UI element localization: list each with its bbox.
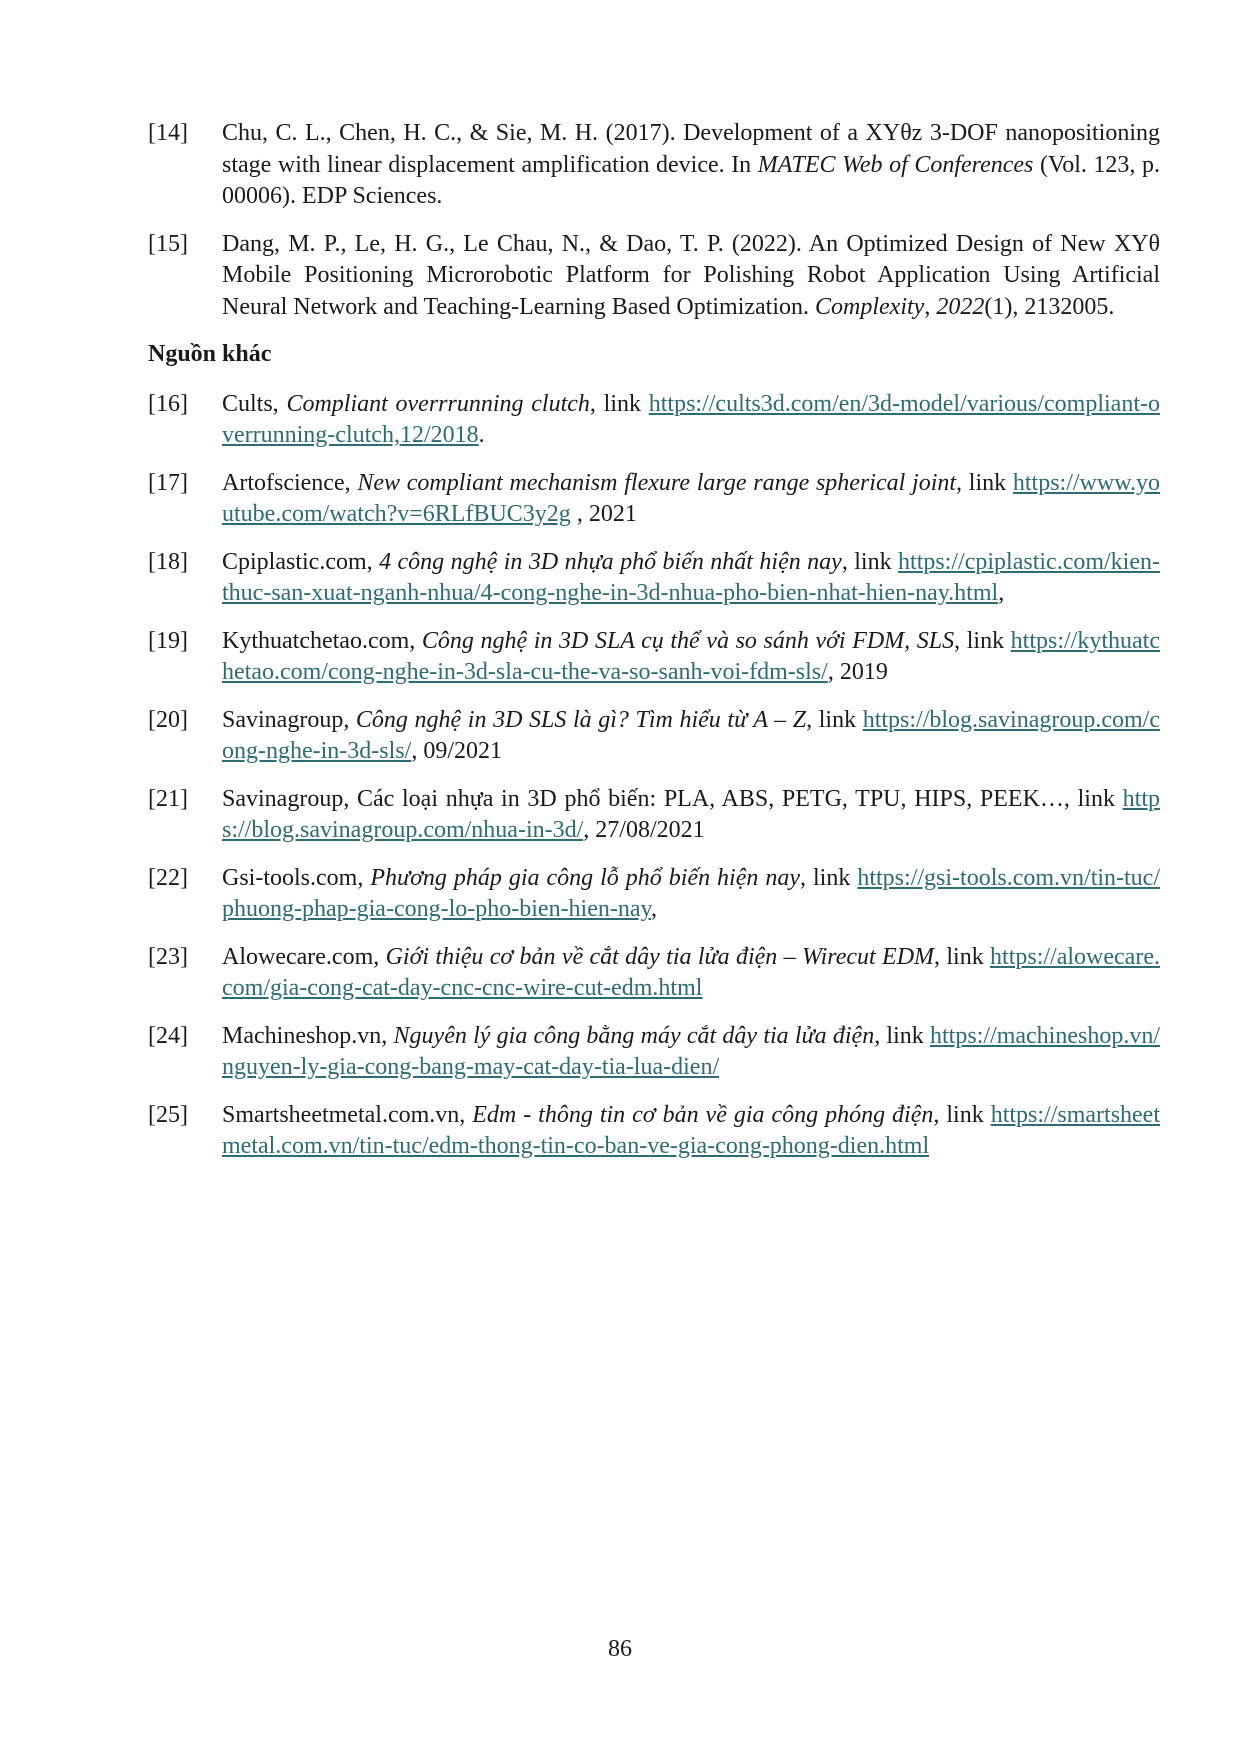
reference-number: [25] — [148, 1101, 188, 1128]
section-heading: Nguồn khác — [148, 341, 272, 367]
reference-title: Phương pháp gia công lỗ phổ biến hiện nay — [370, 864, 801, 891]
reference-16 — [148, 389, 1160, 452]
reference-21 — [148, 784, 1160, 847]
link-label: , link — [933, 1101, 991, 1128]
link-label: link — [962, 469, 1013, 496]
reference-18 — [148, 547, 1160, 610]
link-label: link — [1077, 785, 1123, 812]
reference-title: 4 công nghệ in 3D nhựa phổ biến nhất hiện nay — [379, 548, 842, 575]
reference-authors: Chu, C. L., Chen, H. C., & Sie, M. H. (2017). Development of a XYθz 3-DOF nanopositioning stage with linear displacement amplification device. In — [222, 120, 1160, 178]
reference-24 — [148, 1021, 1160, 1084]
reference-link[interactable]: https://alowecare.com/gia-cong-cat-day-cnc-cnc-wire-cut-edm.html — [222, 943, 1160, 1001]
reference-tail: , 27/08/2021 — [583, 817, 705, 843]
reference-text — [222, 468, 1160, 531]
reference-source: Cpiplastic.com, — [222, 548, 380, 575]
reference-22 — [148, 863, 1160, 926]
link-label: , link — [934, 943, 991, 970]
reference-authors: Dang, M. P., Le, H. G., Le Chau, N., & Dao, T. P. (2022). An Optimized Design of New XYθ Mobile Positioning Microrobotic Platform for Polishing Robot Application Using Artificial Neural Network and Teaching-Learning Based Optimization. — [222, 230, 1160, 320]
reference-source: Cults, — [222, 390, 287, 417]
reference-text — [222, 784, 1160, 847]
reference-text — [222, 118, 1160, 213]
reference-details: (1), 2132005. — [984, 293, 1115, 320]
reference-link[interactable]: https://gsi-tools.com.vn/tin-tuc/phuong-phap-gia-cong-lo-pho-bien-hien-nay — [222, 864, 1161, 922]
reference-link[interactable]: https://blog.savinagroup.com/nhua-in-3d/ — [222, 785, 1160, 843]
reference-number: [14] — [148, 120, 188, 146]
page-number: 86 — [608, 1636, 632, 1662]
reference-number: [15] — [148, 230, 188, 257]
link-label: , link — [806, 706, 863, 733]
reference-title: Compliant overrrunning clutch — [286, 390, 590, 417]
reference-23 — [148, 942, 1160, 1005]
reference-text — [222, 389, 1160, 452]
reference-number: [21] — [148, 785, 188, 812]
reference-journal: MATEC Web of Conferences — [757, 151, 1034, 178]
reference-text — [222, 1100, 1160, 1163]
reference-number: [17] — [148, 469, 188, 496]
link-label: , link — [589, 390, 649, 417]
reference-source: Savinagroup, Các loại nhựa in 3D phổ biến: PLA, ABS, PETG, TPU, HIPS, PEEK…, — [222, 785, 1078, 812]
reference-title: Giới thiệu cơ bản về cắt dây tia lửa điện – Wirecut EDM — [385, 943, 935, 970]
reference-title: New compliant mechanism flexure large range spherical joint, — [357, 469, 963, 496]
reference-tail: , 09/2021 — [411, 738, 502, 764]
reference-link[interactable]: https://cpiplastic.com/kien-thuc-san-xuat-nganh-nhua/4-cong-nghe-in-3d-nhua-pho-bien-nhat-hien-nay.html — [222, 548, 1160, 606]
reference-19 — [148, 626, 1160, 689]
reference-source: Kythuatchetao.com, — [222, 627, 422, 654]
reference-volume: 2022 — [936, 293, 985, 320]
reference-number: [20] — [148, 706, 188, 733]
reference-tail: . — [478, 422, 485, 448]
reference-15 — [148, 229, 1160, 324]
reference-20 — [148, 705, 1160, 768]
reference-journal: Complexity — [815, 293, 925, 320]
reference-tail: , 2021 — [570, 501, 637, 527]
reference-source: Artofscience, — [222, 469, 358, 496]
reference-source: Savinagroup, — [222, 706, 356, 733]
reference-tail: , — [998, 580, 1005, 606]
link-label: , link — [841, 548, 899, 575]
reference-text — [222, 705, 1160, 768]
reference-separator: , — [924, 293, 937, 320]
reference-number: [18] — [148, 548, 188, 575]
reference-details: (Vol. 123, p. 00006). EDP Sciences. — [222, 151, 1160, 209]
reference-number: [16] — [148, 390, 188, 417]
reference-link[interactable]: https://machineshop.vn/nguyen-ly-gia-cong-bang-may-cat-day-tia-lua-dien/ — [222, 1022, 1160, 1080]
reference-14 — [148, 118, 1160, 213]
reference-source: Gsi-tools.com, — [222, 864, 371, 891]
reference-17 — [148, 468, 1160, 531]
reference-text — [222, 863, 1160, 926]
reference-link[interactable]: https://www.youtube.com/watch?v=6RLfBUC3y2g — [222, 469, 1160, 527]
reference-text — [222, 547, 1160, 610]
reference-number: [19] — [148, 627, 188, 654]
reference-link[interactable]: https://cults3d.com/en/3d-model/various/compliant-overrunning-clutch,12/2018 — [222, 390, 1160, 448]
reference-link[interactable]: https://smartsheetmetal.com.vn/tin-tuc/edm-thong-tin-co-ban-ve-gia-cong-phong-dien.html — [222, 1101, 1160, 1159]
reference-25 — [148, 1100, 1160, 1163]
reference-text — [222, 1021, 1160, 1084]
link-label: , link — [800, 864, 858, 891]
reference-number: [22] — [148, 864, 188, 891]
link-label: , link — [874, 1022, 931, 1049]
reference-tail: , 2019 — [827, 659, 888, 685]
reference-text — [222, 942, 1160, 1005]
reference-source: Machineshop.vn, — [222, 1022, 394, 1049]
reference-number: [24] — [148, 1022, 188, 1049]
reference-source: Alowecare.com, — [222, 943, 386, 970]
reference-text — [222, 626, 1160, 689]
reference-title: Công nghệ in 3D SLA cụ thể và so sánh với FDM, SLS — [421, 627, 955, 654]
reference-source: Smartsheetmetal.com.vn, — [222, 1101, 473, 1128]
reference-link[interactable]: https://blog.savinagroup.com/cong-nghe-in-3d-sls/ — [222, 706, 1160, 764]
reference-title: Nguyên lý gia công bằng máy cắt dây tia lửa điện — [393, 1022, 875, 1049]
link-label: , link — [954, 627, 1011, 654]
reference-number: [23] — [148, 943, 188, 970]
reference-title: Edm - thông tin cơ bản về gia công phóng điện — [472, 1101, 934, 1128]
reference-text — [222, 229, 1160, 324]
references-content — [148, 118, 1160, 1179]
reference-title: Công nghệ in 3D SLS là gì? Tìm hiểu từ A – Z — [355, 706, 807, 733]
reference-link[interactable]: https://kythuatchetao.com/cong-nghe-in-3d-sla-cu-the-va-so-sanh-voi-fdm-sls/ — [222, 627, 1160, 685]
reference-tail: , — [650, 896, 657, 922]
